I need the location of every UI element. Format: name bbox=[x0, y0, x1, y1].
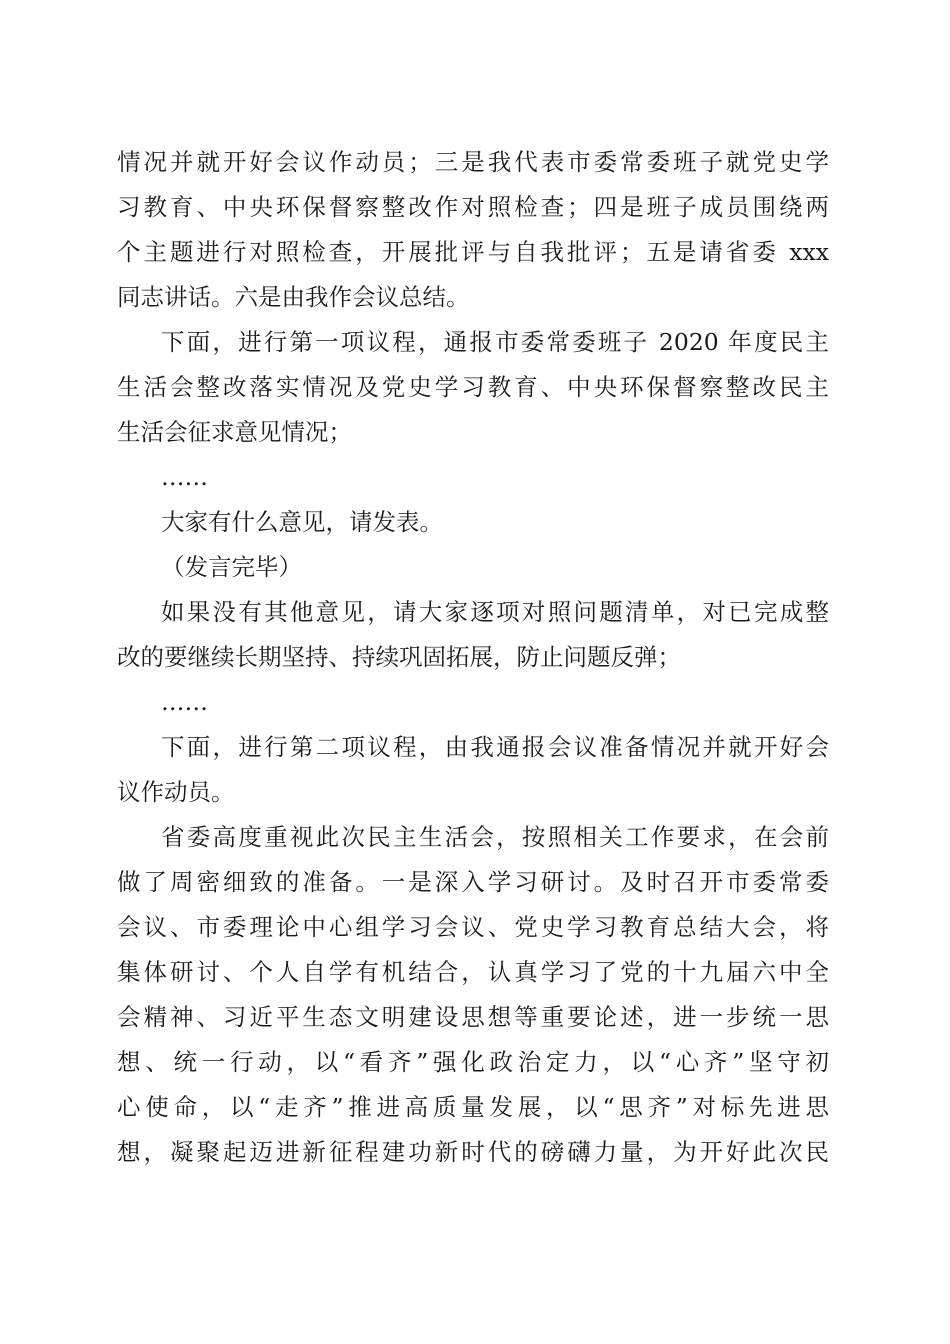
text-line: 改的要继续长期坚持、持续巩固拓展，防止问题反弹； bbox=[117, 643, 681, 671]
text-line: 生活会整改落实情况及党史学习教育、中央环保督察整改民主 bbox=[117, 373, 829, 401]
text-line: 下面，进行第二项议程，由我通报会议准备情况并就开好会 bbox=[161, 733, 829, 761]
text-line: 议作动员。 bbox=[117, 778, 235, 806]
text-line: （发言完毕） bbox=[161, 553, 302, 581]
ellipsis-line: …… bbox=[161, 463, 208, 491]
text-line: 如果没有其他意见，请大家逐项对照问题清单，对已完成整 bbox=[161, 598, 829, 626]
text-line: 下面，进行第一项议程，通报市委常委班子 2020 年度民主 bbox=[161, 328, 829, 356]
text-line: 做了周密细致的准备。一是深入学习研讨。及时召开市委常委 bbox=[117, 868, 829, 896]
text-line: 会议、市委理论中心组学习会议、党史学习教育总结大会，将 bbox=[117, 913, 829, 941]
text-line: 大家有什么意见，请发表。 bbox=[161, 508, 443, 536]
text-line: 同志讲话。六是由我作会议总结。 bbox=[117, 283, 470, 311]
ellipsis-line: …… bbox=[161, 688, 208, 716]
text-line: 会精神、习近平生态文明建设思想等重要论述，进一步统一思 bbox=[117, 1003, 829, 1031]
text-line: 情况并就开好会议作动员；三是我代表市委常委班子就党史学 bbox=[117, 148, 829, 176]
text-line: 集体研讨、个人自学有机结合，认真学习了党的十九届六中全 bbox=[117, 958, 829, 986]
text-line: 想、统一行动，以“看齐”强化政治定力，以“心齐”坚守初 bbox=[117, 1048, 829, 1076]
text-line: 个主题进行对照检查，开展批评与自我批评；五是请省委 xxx bbox=[117, 238, 829, 266]
text-line: 习教育、中央环保督察整改作对照检查；四是班子成员围绕两 bbox=[117, 193, 829, 221]
text-line: 心使命，以“走齐”推进高质量发展，以“思齐”对标先进思 bbox=[117, 1093, 829, 1121]
text-line: 想，凝聚起迈进新征程建功新时代的磅礴力量，为开好此次民 bbox=[117, 1138, 829, 1166]
text-line: 生活会征求意见情况； bbox=[117, 418, 352, 446]
text-line: 省委高度重视此次民主生活会，按照相关工作要求，在会前 bbox=[161, 823, 829, 851]
